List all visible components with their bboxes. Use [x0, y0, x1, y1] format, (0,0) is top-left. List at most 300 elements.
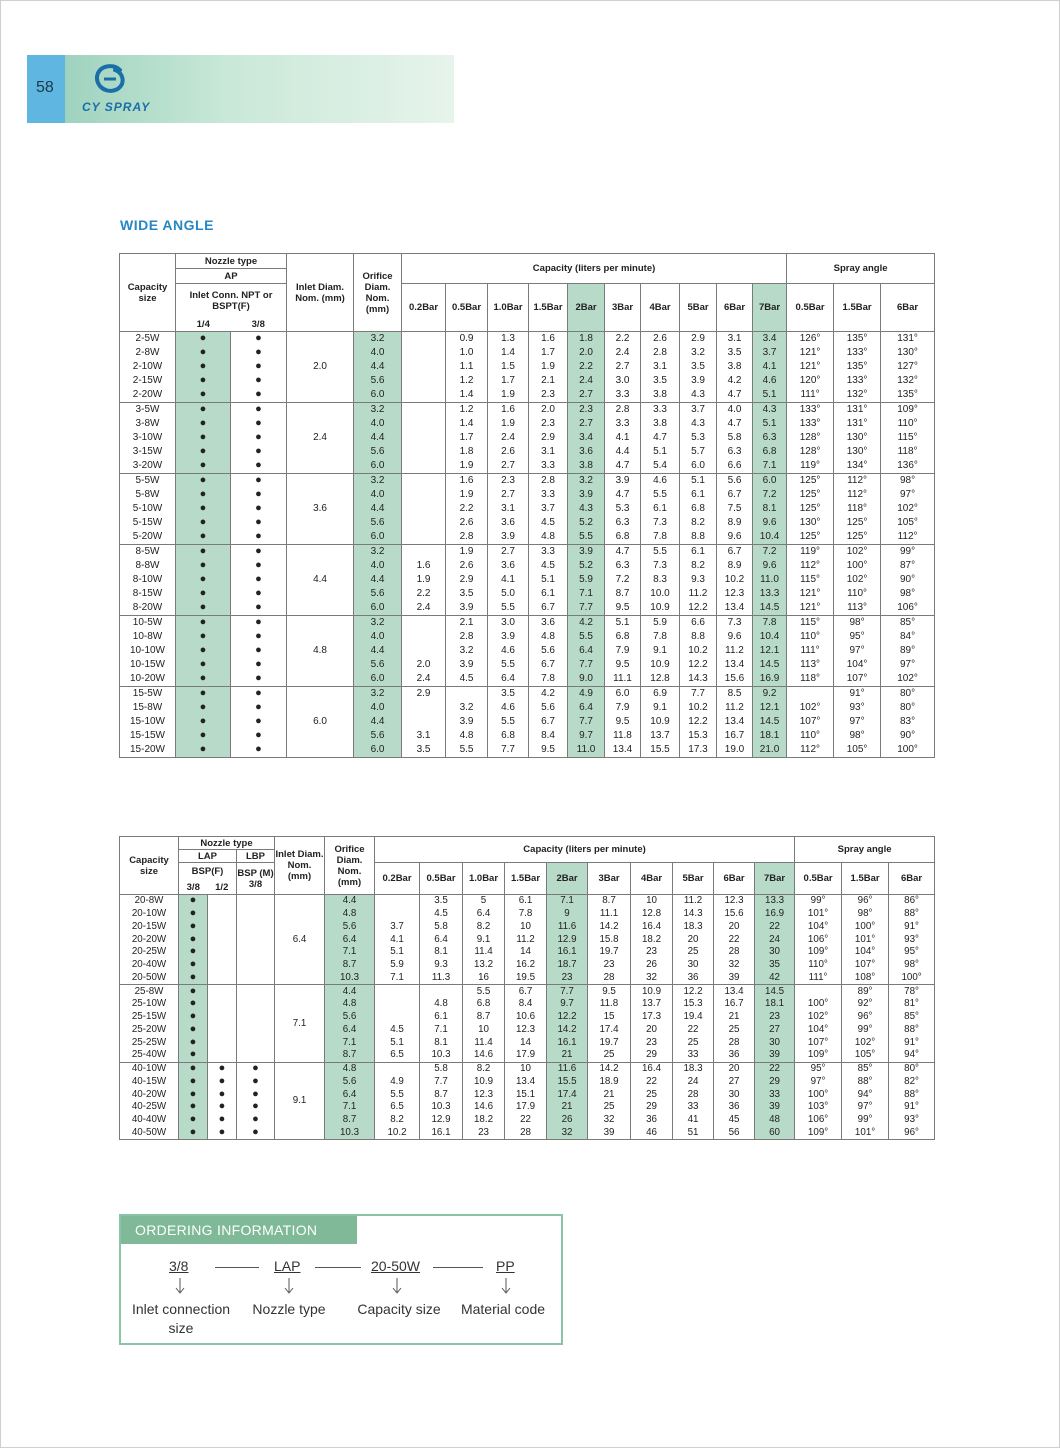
capacity-cell: 22	[505, 1114, 547, 1127]
availability-dot-icon: ●	[199, 516, 207, 528]
capacity-cell: 14.5	[755, 985, 795, 998]
hdr2-lbp: LBP	[237, 850, 275, 863]
capacity-size-cell: 25-20W	[120, 1024, 179, 1037]
capacity-size-cell: 8-15W	[120, 587, 176, 601]
capacity-cell: 10.2	[375, 1127, 420, 1140]
capacity-cell	[375, 985, 420, 998]
availability-cell	[231, 601, 287, 616]
spray-angle-cell: 78°	[889, 985, 935, 998]
orifice-diam-cell: 6.0	[354, 459, 402, 474]
capacity-cell: 6.5	[375, 1049, 420, 1062]
inlet-diam-cell: 7.1	[275, 985, 325, 1063]
capacity-cell: 2.2	[605, 332, 641, 347]
wide-angle-ap-table	[119, 253, 935, 758]
capacity-cell: 36	[714, 1101, 755, 1114]
capacity-cell: 1.9	[402, 573, 446, 587]
spray-angle-cell: 118°	[881, 445, 935, 459]
availability-cell	[179, 985, 208, 998]
capacity-cell: 6.6	[717, 459, 753, 474]
spray-angle-cell: 100°	[795, 1088, 842, 1101]
capacity-cell: 9.7	[568, 729, 605, 743]
availability-cell	[176, 601, 231, 616]
capacity-cell: 33	[755, 1088, 795, 1101]
spray-angle-cell: 97°	[834, 715, 881, 729]
capacity-cell: 13.4	[717, 715, 753, 729]
capacity-cell: 7.8	[753, 616, 787, 631]
capacity-cell: 9.7	[547, 998, 588, 1011]
order-code-material: PP	[496, 1258, 515, 1274]
availability-dot-icon: ●	[199, 701, 207, 713]
spray-angle-cell: 92°	[842, 998, 889, 1011]
capacity-cell: 6.1	[420, 1011, 463, 1024]
capacity-cell: 9.5	[605, 601, 641, 616]
capacity-cell: 45	[714, 1114, 755, 1127]
spray-angle-cell	[787, 687, 834, 702]
capacity-cell: 30	[755, 946, 795, 959]
capacity-cell: 2.2	[402, 587, 446, 601]
capacity-size-cell: 40-15W	[120, 1076, 179, 1089]
capacity-cell	[446, 687, 488, 702]
spray-angle-cell: 125°	[787, 488, 834, 502]
availability-dot-icon: ●	[255, 587, 262, 599]
capacity-cell: 0.9	[446, 332, 488, 347]
capacity-size-cell: 8-5W	[120, 545, 176, 560]
capacity-cell: 9.3	[420, 959, 463, 972]
orifice-diam-cell: 4.0	[354, 559, 402, 573]
spray-angle-cell: 100°	[881, 743, 935, 758]
spray-angle-cell: 98°	[834, 729, 881, 743]
capacity-cell: 6.4	[568, 701, 605, 715]
spray-angle-cell: 93°	[889, 1114, 935, 1127]
spray-angle-cell: 107°	[787, 715, 834, 729]
capacity-cell: 2.3	[568, 403, 605, 418]
availability-cell	[237, 1049, 275, 1062]
capacity-cell: 21.0	[753, 743, 787, 758]
capacity-cell: 4.1	[753, 360, 787, 374]
orifice-diam-cell: 6.0	[354, 743, 402, 758]
availability-dot-icon: ●	[255, 644, 262, 656]
spray-angle-cell: 93°	[889, 933, 935, 946]
capacity-cell: 7.2	[753, 488, 787, 502]
capacity-cell: 2.2	[568, 360, 605, 374]
orifice-diam-cell: 5.6	[354, 587, 402, 601]
capacity-cell: 2.1	[529, 374, 568, 388]
capacity-cell: 3.3	[529, 545, 568, 560]
spray-angle-cell: 98°	[834, 616, 881, 631]
capacity-size-cell: 20-40W	[120, 959, 179, 972]
down-arrow-icon	[175, 1278, 185, 1294]
spray-angle-cell: 88°	[889, 1088, 935, 1101]
capacity-cell: 3.9	[488, 530, 529, 545]
capacity-cell: 10	[631, 895, 673, 908]
capacity-size-cell: 40-50W	[120, 1127, 179, 1140]
capacity-cell: 4.9	[568, 687, 605, 702]
spray-angle-cell: 102°	[842, 1036, 889, 1049]
spray-angle-cell: 94°	[842, 1088, 889, 1101]
availability-cell	[231, 403, 287, 418]
table-row	[120, 559, 935, 573]
availability-cell	[176, 403, 231, 418]
capacity-cell: 9.1	[641, 644, 680, 658]
availability-dot-icon: ●	[199, 616, 207, 628]
capacity-cell: 7.1	[568, 587, 605, 601]
capacity-cell: 8.9	[717, 516, 753, 530]
availability-cell	[231, 388, 287, 403]
spray-angle-cell: 113°	[834, 601, 881, 616]
capacity-cell: 18.9	[588, 1076, 631, 1089]
table2-body	[120, 895, 935, 1140]
capacity-cell: 15.6	[714, 908, 755, 921]
table-row	[120, 459, 935, 474]
capacity-cell: 5.5	[641, 545, 680, 560]
availability-dot-icon: ●	[218, 1088, 226, 1100]
capacity-size-cell: 15-8W	[120, 701, 176, 715]
capacity-size-cell: 10-20W	[120, 672, 176, 687]
capacity-cell: 6.1	[641, 502, 680, 516]
capacity-size-cell: 15-15W	[120, 729, 176, 743]
spray-angle-cell: 85°	[881, 616, 935, 631]
availability-cell	[231, 715, 287, 729]
section-title: WIDE ANGLE	[120, 217, 214, 233]
capacity-cell: 5.5	[568, 530, 605, 545]
hdr2-p-8: 6Bar	[714, 863, 755, 895]
capacity-cell: 2.4	[568, 374, 605, 388]
capacity-cell: 20	[714, 921, 755, 934]
hdr-capacity: Capacity (liters per minute)	[402, 254, 787, 284]
hdr2-p-3: 1.5Bar	[505, 863, 547, 895]
table-row	[120, 573, 935, 587]
capacity-cell: 11.3	[420, 972, 463, 985]
hdr2-p-0: 0.2Bar	[375, 863, 420, 895]
availability-cell	[231, 687, 287, 702]
brand-name: CY SPRAY	[82, 100, 151, 114]
spray-angle-cell: 80°	[881, 701, 935, 715]
spray-angle-cell: 89°	[842, 985, 889, 998]
availability-dot-icon: ●	[252, 1088, 259, 1100]
capacity-cell: 3.5	[446, 587, 488, 601]
capacity-cell: 20	[673, 933, 714, 946]
table-row	[120, 972, 935, 985]
capacity-cell: 5.1	[529, 573, 568, 587]
capacity-cell: 33	[673, 1049, 714, 1062]
availability-cell	[176, 644, 231, 658]
capacity-cell: 6.3	[717, 445, 753, 459]
spray-angle-cell: 112°	[834, 474, 881, 489]
availability-dot-icon: ●	[199, 530, 207, 542]
capacity-cell: 7.2	[753, 545, 787, 560]
orifice-diam-cell: 4.0	[354, 488, 402, 502]
spray-angle-cell: 96°	[889, 1127, 935, 1140]
capacity-cell: 19.7	[588, 946, 631, 959]
availability-dot-icon: ●	[255, 729, 262, 741]
table-row	[120, 715, 935, 729]
availability-cell	[237, 921, 275, 934]
capacity-cell: 3.4	[568, 431, 605, 445]
capacity-cell: 2.7	[488, 488, 529, 502]
capacity-cell: 11.8	[605, 729, 641, 743]
capacity-cell: 6.4	[568, 644, 605, 658]
hdr-orifice-diam: Orifice Diam. Nom. (mm)	[354, 254, 402, 332]
capacity-cell: 3.7	[375, 921, 420, 934]
capacity-cell: 30	[714, 1088, 755, 1101]
spray-angle-cell: 121°	[787, 360, 834, 374]
availability-dot-icon: ●	[255, 488, 262, 500]
availability-dot-icon: ●	[189, 1113, 197, 1126]
capacity-cell: 2.2	[446, 502, 488, 516]
capacity-cell: 4.5	[529, 516, 568, 530]
capacity-cell: 4.8	[529, 630, 568, 644]
availability-dot-icon: ●	[255, 701, 262, 713]
availability-cell	[237, 1024, 275, 1037]
capacity-cell: 15.8	[588, 933, 631, 946]
hdr2-capacity: Capacity (liters per minute)	[375, 837, 795, 863]
hdr-p-4: 2Bar	[568, 284, 605, 332]
capacity-cell: 27	[755, 1024, 795, 1037]
capacity-cell: 6.4	[463, 908, 505, 921]
spray-angle-cell: 109°	[795, 1127, 842, 1140]
capacity-cell: 5.5	[488, 601, 529, 616]
capacity-size-cell: 20-50W	[120, 972, 179, 985]
capacity-cell: 2.7	[488, 545, 529, 560]
hdr2-p-7: 5Bar	[673, 863, 714, 895]
availability-cell	[176, 729, 231, 743]
capacity-cell: 13.7	[641, 729, 680, 743]
capacity-cell: 11.8	[588, 998, 631, 1011]
availability-dot-icon: ●	[189, 1075, 197, 1087]
ordering-info-box	[119, 1214, 563, 1345]
availability-cell	[179, 1114, 208, 1127]
availability-cell	[208, 908, 237, 921]
availability-cell	[208, 1049, 237, 1062]
capacity-cell: 1.2	[446, 374, 488, 388]
hdr2-a-1: 1.5Bar	[842, 863, 889, 895]
capacity-cell: 13.4	[505, 1076, 547, 1089]
spray-angle-cell: 134°	[834, 459, 881, 474]
availability-dot-icon: ●	[199, 687, 207, 699]
availability-dot-icon: ●	[199, 403, 207, 415]
capacity-cell: 3.5	[641, 374, 680, 388]
capacity-cell: 2.3	[488, 474, 529, 489]
capacity-cell: 3.6	[488, 559, 529, 573]
availability-dot-icon: ●	[199, 488, 207, 500]
capacity-cell: 4.5	[375, 1024, 420, 1037]
capacity-cell: 19.7	[588, 1036, 631, 1049]
capacity-cell: 1.8	[446, 445, 488, 459]
capacity-cell: 10.2	[717, 573, 753, 587]
capacity-cell	[402, 616, 446, 631]
capacity-cell: 22	[673, 1024, 714, 1037]
capacity-cell: 4.3	[753, 403, 787, 418]
table-row	[120, 908, 935, 921]
capacity-cell: 2.8	[446, 530, 488, 545]
availability-dot-icon: ●	[252, 1113, 259, 1126]
hdr2-lap-conn: BSP(F)	[179, 863, 237, 881]
capacity-cell: 12.9	[420, 1114, 463, 1127]
capacity-cell: 3.0	[488, 616, 529, 631]
capacity-cell: 12.2	[680, 658, 717, 672]
capacity-cell: 39	[755, 1049, 795, 1062]
spray-angle-cell: 125°	[834, 516, 881, 530]
capacity-cell: 13.3	[753, 587, 787, 601]
hdr-nozzle-ap: AP	[176, 269, 287, 284]
hdr-p-5: 3Bar	[605, 284, 641, 332]
capacity-cell: 16.1	[420, 1127, 463, 1140]
capacity-size-cell: 5-10W	[120, 502, 176, 516]
table-row	[120, 1127, 935, 1140]
capacity-cell: 3.5	[680, 360, 717, 374]
hdr-a-0: 0.5Bar	[787, 284, 834, 332]
capacity-cell: 10.6	[505, 1011, 547, 1024]
capacity-cell: 14.3	[680, 672, 717, 687]
availability-cell	[176, 488, 231, 502]
availability-cell	[237, 985, 275, 998]
spray-angle-cell: 125°	[787, 502, 834, 516]
capacity-cell: 6.1	[680, 488, 717, 502]
capacity-cell	[420, 985, 463, 998]
spray-angle-cell: 126°	[787, 332, 834, 347]
availability-dot-icon: ●	[252, 1062, 259, 1075]
spray-angle-cell: 118°	[787, 672, 834, 687]
availability-cell	[237, 895, 275, 908]
availability-cell	[179, 946, 208, 959]
capacity-cell: 1.7	[446, 431, 488, 445]
capacity-cell: 6.8	[488, 729, 529, 743]
capacity-cell: 11.1	[605, 672, 641, 687]
hdr2-capacity-size: Capacity size	[120, 837, 179, 895]
orifice-diam-cell: 3.2	[354, 687, 402, 702]
orifice-diam-cell: 6.4	[325, 933, 375, 946]
capacity-cell: 5.1	[680, 474, 717, 489]
capacity-cell: 7.7	[680, 687, 717, 702]
capacity-cell: 4.3	[680, 417, 717, 431]
capacity-cell: 18.3	[673, 921, 714, 934]
availability-cell	[237, 946, 275, 959]
capacity-size-cell: 3-10W	[120, 431, 176, 445]
orifice-diam-cell: 6.0	[354, 601, 402, 616]
orifice-diam-cell: 4.0	[354, 630, 402, 644]
orifice-diam-cell: 10.3	[325, 1127, 375, 1140]
capacity-cell: 8.1	[420, 946, 463, 959]
availability-cell	[176, 630, 231, 644]
capacity-cell: 6.8	[605, 530, 641, 545]
availability-dot-icon: ●	[255, 474, 262, 486]
availability-cell	[179, 959, 208, 972]
table-row	[120, 445, 935, 459]
capacity-cell: 4.2	[568, 616, 605, 631]
order-code-capacity: 20-50W	[371, 1258, 421, 1274]
capacity-cell: 1.6	[402, 559, 446, 573]
hdr2-lap: LAP	[179, 850, 237, 863]
hdr2-lap-12: 1/2	[208, 881, 237, 895]
orifice-diam-cell: 5.6	[325, 1011, 375, 1024]
wide-angle-lap-lbp-table	[119, 836, 935, 1140]
spray-angle-cell: 104°	[834, 658, 881, 672]
capacity-cell: 12.3	[463, 1088, 505, 1101]
spray-angle-cell: 102°	[787, 701, 834, 715]
hdr-p-3: 1.5Bar	[529, 284, 568, 332]
order-dash	[315, 1267, 361, 1268]
capacity-cell: 30	[673, 959, 714, 972]
capacity-size-cell: 2-10W	[120, 360, 176, 374]
capacity-cell: 22	[755, 1062, 795, 1075]
availability-cell	[231, 530, 287, 545]
hdr2-p-1: 0.5Bar	[420, 863, 463, 895]
spray-angle-cell: 111°	[787, 644, 834, 658]
spray-angle-cell: 107°	[795, 1036, 842, 1049]
availability-cell	[231, 545, 287, 560]
spray-angle-cell: 98°	[881, 587, 935, 601]
capacity-cell: 6.7	[717, 488, 753, 502]
hdr-a-1: 1.5Bar	[834, 284, 881, 332]
availability-cell	[176, 417, 231, 431]
capacity-size-cell: 40-20W	[120, 1088, 179, 1101]
capacity-cell: 15	[588, 1011, 631, 1024]
spray-angle-cell: 115°	[787, 616, 834, 631]
capacity-cell: 11.4	[463, 1036, 505, 1049]
availability-cell	[208, 1127, 237, 1140]
spray-angle-cell: 107°	[842, 959, 889, 972]
capacity-size-cell: 25-8W	[120, 985, 179, 998]
spray-angle-cell: 135°	[834, 332, 881, 347]
capacity-cell: 28	[505, 1127, 547, 1140]
orifice-diam-cell: 10.3	[325, 972, 375, 985]
capacity-cell: 32	[588, 1114, 631, 1127]
capacity-cell: 15.5	[547, 1076, 588, 1089]
capacity-cell: 4.3	[680, 388, 717, 403]
capacity-cell: 6.7	[529, 601, 568, 616]
table-row	[120, 587, 935, 601]
spray-angle-cell: 102°	[881, 672, 935, 687]
spray-angle-cell: 98°	[842, 908, 889, 921]
capacity-cell: 9.6	[753, 516, 787, 530]
capacity-cell: 10	[463, 1024, 505, 1037]
capacity-cell: 21	[547, 1049, 588, 1062]
capacity-cell: 6.1	[680, 545, 717, 560]
capacity-cell: 2.0	[402, 658, 446, 672]
spray-angle-cell: 131°	[834, 417, 881, 431]
spray-angle-cell: 101°	[842, 1127, 889, 1140]
capacity-cell: 16.1	[547, 946, 588, 959]
table-row	[120, 417, 935, 431]
spray-angle-cell: 99°	[842, 1114, 889, 1127]
capacity-cell: 16.9	[753, 672, 787, 687]
spray-angle-cell: 107°	[834, 672, 881, 687]
orifice-diam-cell: 8.7	[325, 1114, 375, 1127]
capacity-cell: 11.6	[547, 1062, 588, 1075]
capacity-cell: 9.6	[717, 630, 753, 644]
capacity-cell: 9.5	[588, 985, 631, 998]
capacity-cell: 12.2	[680, 715, 717, 729]
capacity-cell: 4.6	[641, 474, 680, 489]
inlet-diam-cell: 3.6	[287, 474, 354, 545]
availability-cell	[208, 895, 237, 908]
hdr2-a-0: 0.5Bar	[795, 863, 842, 895]
availability-cell	[231, 616, 287, 631]
capacity-cell: 16.9	[755, 908, 795, 921]
availability-dot-icon: ●	[255, 417, 262, 429]
capacity-cell: 2.4	[402, 601, 446, 616]
availability-cell	[231, 516, 287, 530]
orifice-diam-cell: 8.7	[325, 959, 375, 972]
capacity-size-cell: 20-8W	[120, 895, 179, 908]
capacity-cell: 3.6	[568, 445, 605, 459]
hdr-inlet-14: 1/4	[176, 318, 231, 332]
spray-angle-cell: 106°	[881, 601, 935, 616]
capacity-cell: 2.4	[488, 431, 529, 445]
capacity-size-cell: 5-15W	[120, 516, 176, 530]
capacity-cell	[402, 403, 446, 418]
capacity-cell: 25	[673, 946, 714, 959]
